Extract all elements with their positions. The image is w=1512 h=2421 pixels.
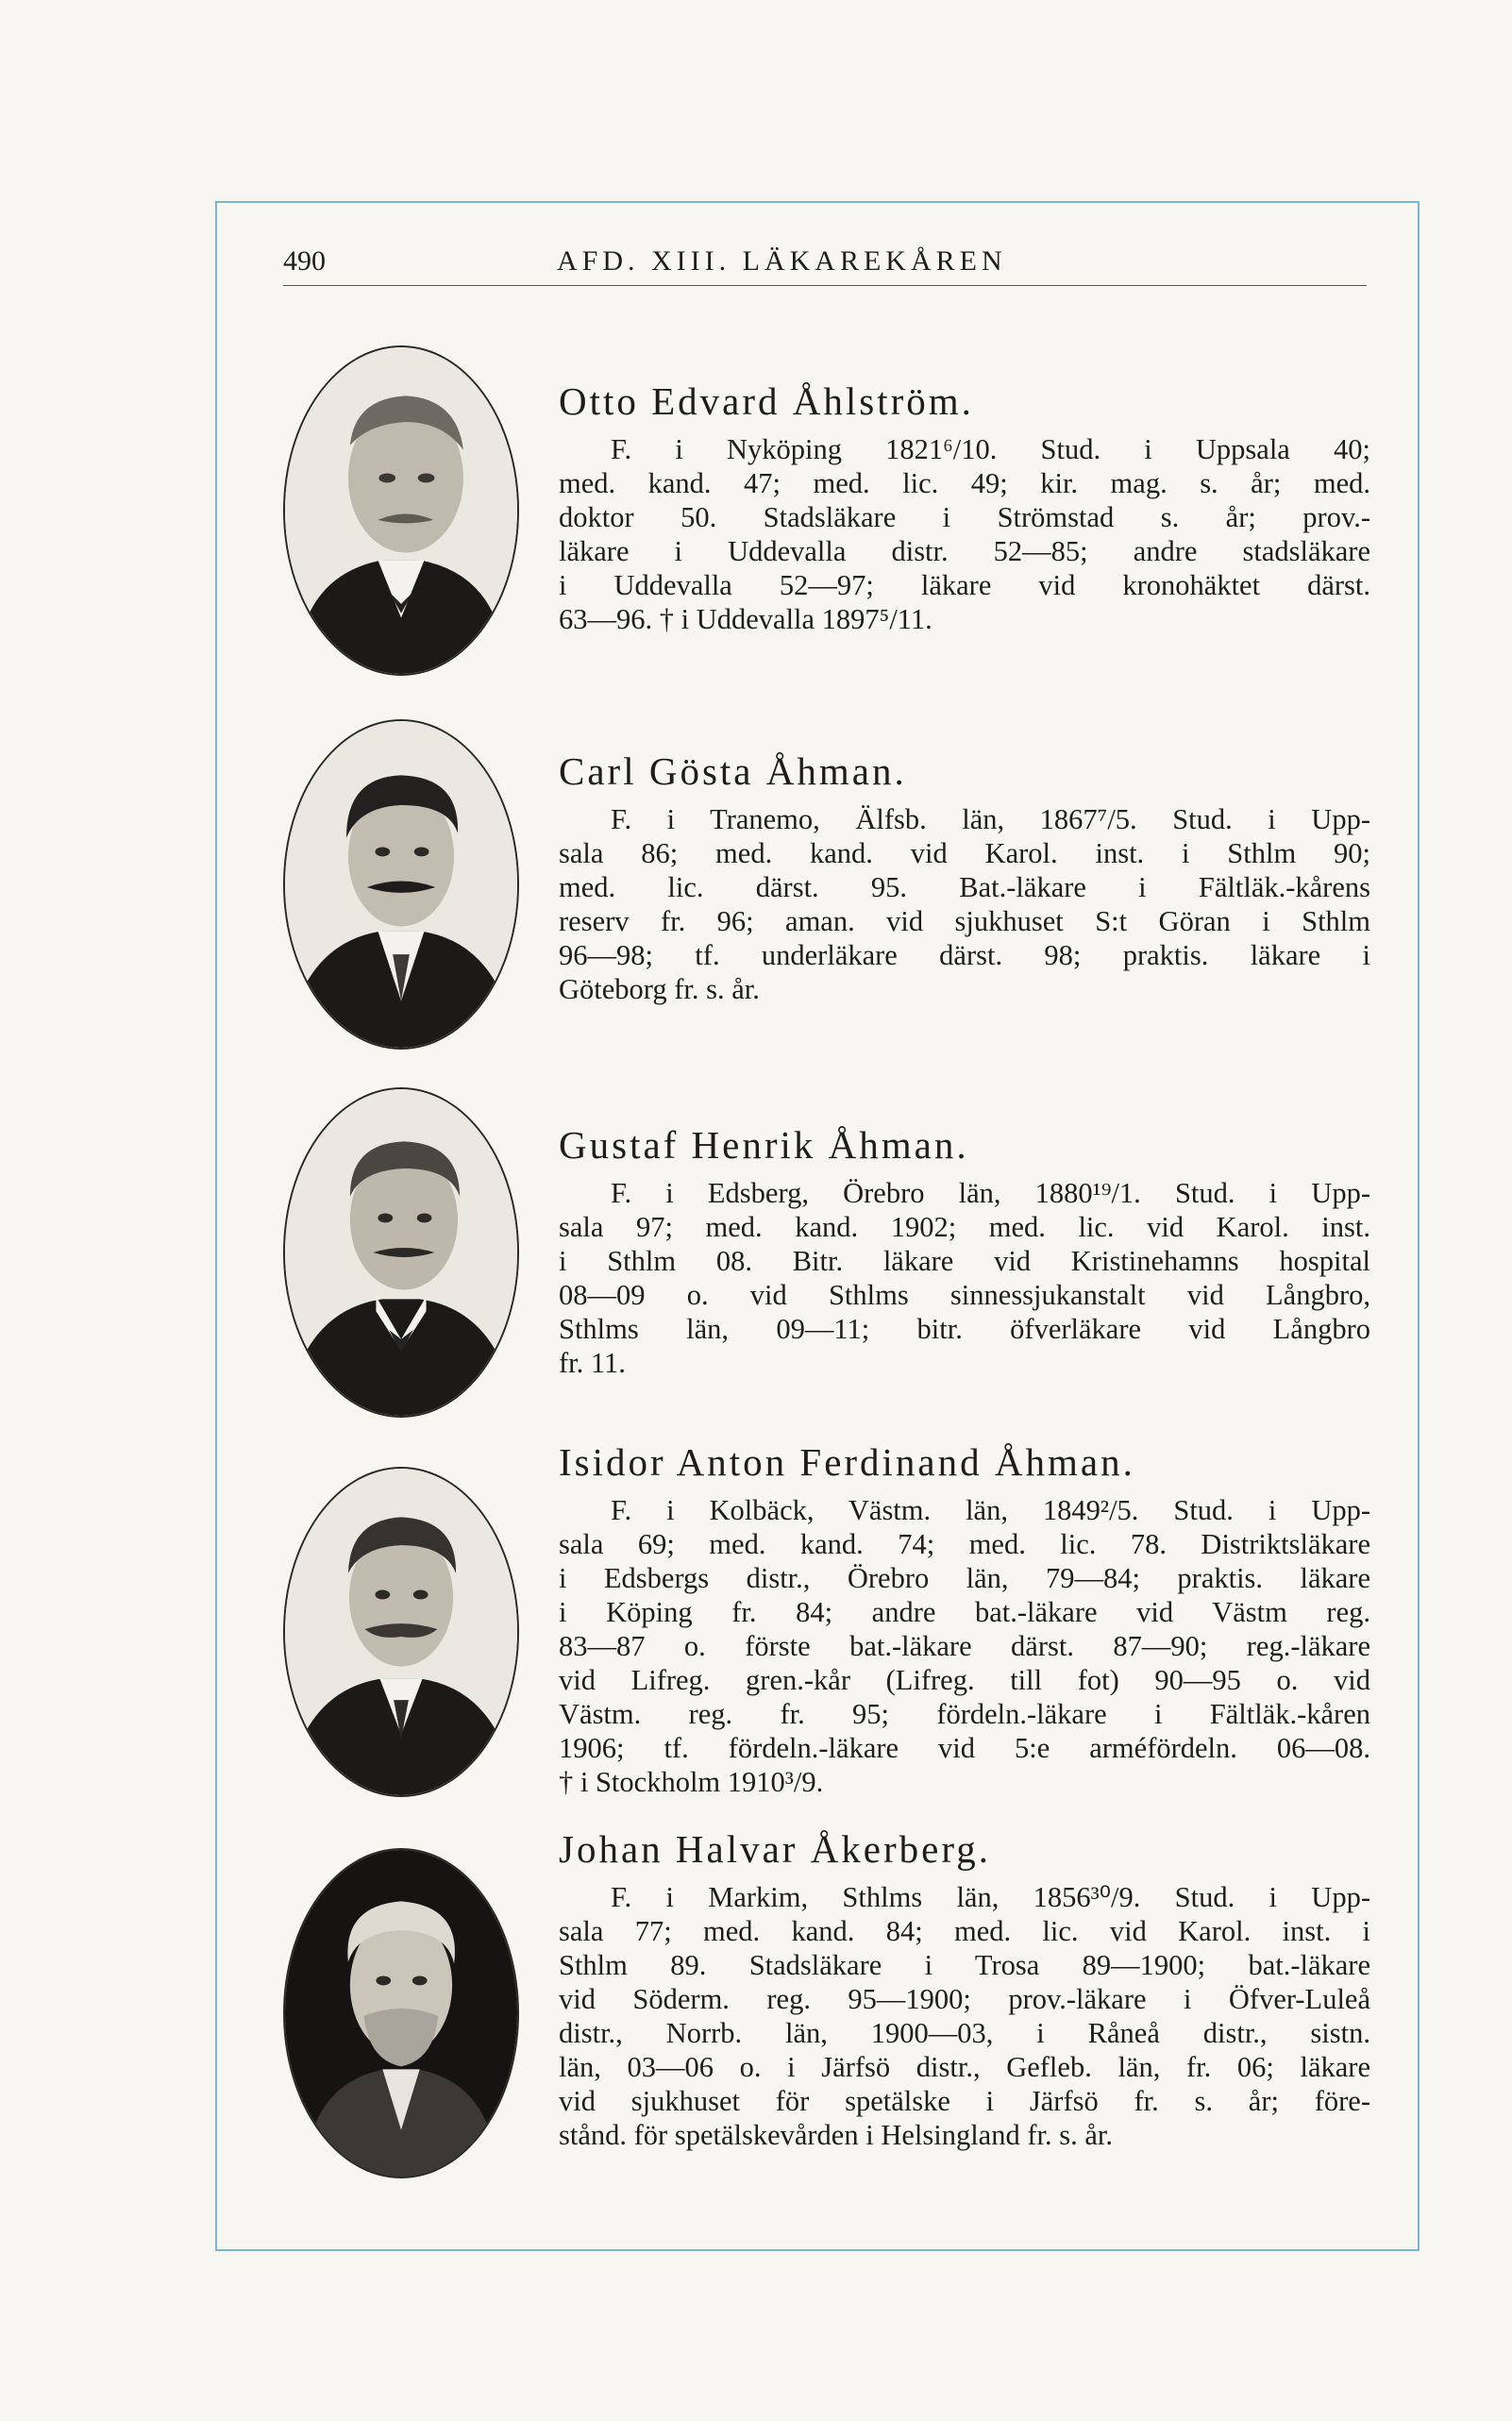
text-line: med. kand. 47; med. lic. 49; kir. mag. s. år; med. — [559, 467, 1370, 499]
text-line: Göteborg fr. s. år. — [559, 973, 760, 1005]
portrait-photo — [283, 719, 519, 1050]
text-line: Västm. reg. fr. 95; fördeln.-läkare i Fältläk.-kåren — [559, 1698, 1370, 1730]
text-line: fr. 11. — [559, 1347, 626, 1379]
portrait-photo — [283, 345, 519, 676]
entry-body — [559, 1493, 1370, 1799]
entry-body — [559, 432, 1370, 636]
portrait-photo — [283, 1848, 519, 2178]
section-title: AFD. XIII. LÄKAREKÅREN — [557, 245, 1007, 277]
entry-text — [559, 1438, 1370, 1799]
text-line: sala 86; med. kand. vid Karol. inst. i Sthlm 90; — [559, 837, 1370, 869]
text-line: sala 97; med. kand. 1902; med. lic. vid Karol. inst. — [559, 1211, 1370, 1243]
text-line: † i Stockholm 1910³/9. — [559, 1766, 824, 1798]
text-line: i Sthlm 08. Bitr. läkare vid Kristinehamns hospital — [559, 1245, 1370, 1277]
text-line: F. i Edsberg, Örebro län, 1880¹⁹/1. Stud. i Upp- — [611, 1177, 1370, 1209]
text-line: i Köping fr. 84; andre bat.-läkare vid Västm reg. — [559, 1596, 1370, 1628]
entry-body — [559, 1176, 1370, 1380]
person-name: Carl Gösta Åhman. — [559, 749, 907, 793]
entry-text — [559, 378, 1370, 636]
person-name: Isidor Anton Ferdinand Åhman. — [559, 1440, 1135, 1484]
text-line: i Edsbergs distr., Örebro län, 79—84; praktis. läkare — [559, 1562, 1370, 1594]
text-line: Sthlms län, 09—11; bitr. öfverläkare vid Långbro — [559, 1313, 1370, 1345]
text-line: F. i Kolbäck, Västm. län, 1849²/5. Stud. i Upp- — [611, 1494, 1370, 1526]
text-line: doktor 50. Stadsläkare i Strömstad s. år; prov.- — [559, 501, 1370, 533]
text-line: F. i Markim, Sthlms län, 1856³⁰/9. Stud. i Upp- — [611, 1881, 1370, 1913]
text-line: 1906; tf. fördeln.-läkare vid 5:e arméfördeln. 06—08. — [559, 1732, 1370, 1764]
text-line: stånd. för spetälskevården i Helsingland fr. s. år. — [559, 2119, 1113, 2151]
text-line: i Uddevalla 52—97; läkare vid kronohäktet därst. — [559, 569, 1370, 601]
page-number: 490 — [283, 245, 326, 277]
person-name: Otto Edvard Åhlström. — [559, 379, 974, 423]
entry-body — [559, 1880, 1370, 2152]
text-line: 63—96. † i Uddevalla 1897⁵/11. — [559, 603, 932, 635]
portrait-photo — [283, 1467, 519, 1797]
text-line: sala 69; med. kand. 74; med. lic. 78. Distriktsläkare — [559, 1528, 1370, 1560]
text-line: F. i Tranemo, Älfsb. län, 1867⁷/5. Stud. i Upp- — [611, 803, 1370, 835]
portrait-photo — [283, 1087, 519, 1418]
text-line: vid sjukhuset för spetälske i Järfsö fr. s. år; före- — [559, 2085, 1370, 2117]
entry-text — [559, 748, 1370, 1006]
person-name: Gustaf Henrik Åhman. — [559, 1123, 969, 1167]
text-line: Sthlm 89. Stadsläkare i Trosa 89—1900; bat.-läkare — [559, 1949, 1370, 1981]
person-name: Johan Halvar Åkerberg. — [559, 1827, 992, 1871]
entry-text — [559, 1121, 1370, 1380]
text-line: reserv fr. 96; aman. vid sjukhuset S:t Göran i Sthlm — [559, 905, 1370, 937]
entry-text — [559, 1825, 1370, 2152]
text-line: F. i Nyköping 1821⁶/10. Stud. i Uppsala 40; — [611, 433, 1370, 465]
text-line: läkare i Uddevalla distr. 52—85; andre stadsläkare — [559, 535, 1370, 567]
text-line: 08—09 o. vid Sthlms sinnessjukanstalt vid Långbro, — [559, 1279, 1370, 1311]
entry-body — [559, 802, 1370, 1006]
text-line: vid Lifreg. gren.-kår (Lifreg. till fot) 90—95 o. vid — [559, 1664, 1370, 1696]
text-line: distr., Norrb. län, 1900—03, i Råneå distr., sistn. — [559, 2017, 1370, 2049]
text-line: län, 03—06 o. i Järfsö distr., Gefleb. län, fr. 06; läkare — [559, 2051, 1370, 2083]
running-head — [283, 244, 1367, 286]
text-line: sala 77; med. kand. 84; med. lic. vid Karol. inst. i — [559, 1915, 1370, 1947]
text-line: 96—98; tf. underläkare därst. 98; praktis. läkare i — [559, 939, 1370, 971]
text-line: 83—87 o. förste bat.-läkare därst. 87—90; reg.-läkare — [559, 1630, 1370, 1662]
text-line: med. lic. därst. 95. Bat.-läkare i Fältläk.-kårens — [559, 871, 1370, 903]
text-line: vid Söderm. reg. 95—1900; prov.-läkare i Öfver-Luleå — [559, 1983, 1370, 2015]
